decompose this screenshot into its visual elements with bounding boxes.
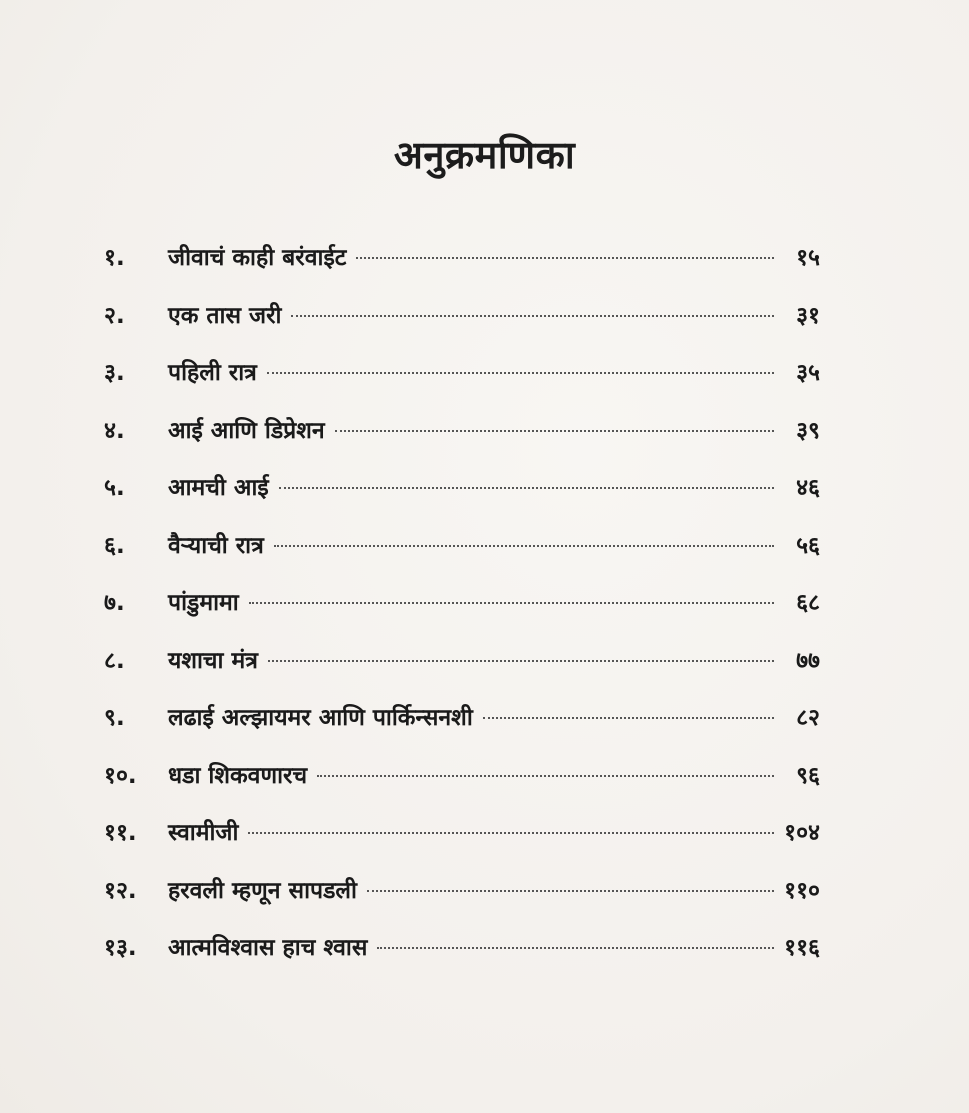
chapter-number: ४. — [104, 417, 125, 444]
toc-entry — [104, 298, 820, 356]
dot-leader — [335, 430, 774, 432]
dot-leader — [268, 660, 774, 662]
chapter-number: १२. — [104, 877, 137, 904]
toc-entry — [104, 758, 820, 816]
page-number: ३५ — [796, 360, 820, 386]
chapter-title: एक तास जरी — [168, 302, 282, 329]
chapter-title: वैऱ्याची रात्र — [168, 532, 264, 559]
dot-leader — [377, 947, 774, 949]
page-number: १५ — [796, 245, 820, 271]
chapter-title: यशाचा मंत्र — [168, 647, 258, 674]
chapter-number: ५. — [104, 475, 125, 501]
page-number: ३१ — [796, 302, 820, 329]
chapter-title: आमची आई — [168, 475, 269, 501]
toc-entry — [104, 413, 820, 471]
page-number: ५६ — [796, 532, 820, 559]
page-number: ७७ — [796, 647, 820, 674]
dot-leader — [483, 717, 774, 719]
chapter-number: ७. — [104, 590, 125, 616]
table-of-contents — [104, 240, 820, 988]
dot-leader — [356, 257, 774, 259]
dot-leader — [249, 602, 774, 604]
toc-entry — [104, 240, 820, 298]
toc-entry — [104, 700, 820, 758]
chapter-number: ६. — [104, 532, 125, 559]
page-number: ८२ — [796, 705, 820, 731]
dot-leader — [274, 545, 774, 547]
chapter-title: लढाई अल्झायमर आणि पार्किन्सनशी — [168, 705, 473, 731]
chapter-number: २. — [104, 302, 125, 329]
chapter-title: जीवाचं काही बरंवाईट — [168, 245, 347, 271]
page-number: ११० — [784, 877, 820, 904]
dot-leader — [317, 775, 774, 777]
chapter-number: १०. — [104, 762, 137, 789]
chapter-title: पहिली रात्र — [168, 360, 257, 386]
page-number: ११६ — [784, 935, 820, 961]
dot-leader — [248, 832, 774, 834]
chapter-title: आत्मविश्वास हाच श्वास — [168, 935, 368, 961]
toc-entry — [104, 355, 820, 413]
dot-leader — [279, 487, 774, 489]
page-number: ९६ — [796, 762, 820, 789]
toc-entry — [104, 930, 820, 988]
page-title: अनुक्रमणिका — [393, 133, 576, 177]
chapter-title: पांडुमामा — [168, 590, 239, 616]
page-number: ४६ — [796, 475, 820, 501]
toc-entry — [104, 528, 820, 586]
toc-entry — [104, 643, 820, 701]
page-number: १०४ — [784, 820, 820, 846]
chapter-number: ३. — [104, 360, 125, 386]
chapter-number: ९. — [104, 705, 125, 731]
chapter-title: आई आणि डिप्रेशन — [168, 417, 325, 444]
chapter-number: ८. — [104, 647, 125, 674]
chapter-title: हरवली म्हणून सापडली — [168, 877, 357, 904]
dot-leader — [267, 372, 774, 374]
chapter-number: १३. — [104, 935, 137, 961]
toc-entry — [104, 873, 820, 931]
chapter-number: ११. — [104, 820, 137, 846]
toc-entry — [104, 470, 820, 528]
chapter-title: धडा शिकवणारच — [168, 762, 308, 789]
dot-leader — [291, 315, 774, 317]
page-number: ३९ — [796, 417, 820, 444]
toc-entry — [104, 815, 820, 873]
toc-entry — [104, 585, 820, 643]
chapter-number: १. — [104, 245, 125, 271]
page-number: ६८ — [796, 590, 820, 616]
dot-leader — [367, 890, 774, 892]
chapter-title: स्वामीजी — [168, 820, 239, 846]
